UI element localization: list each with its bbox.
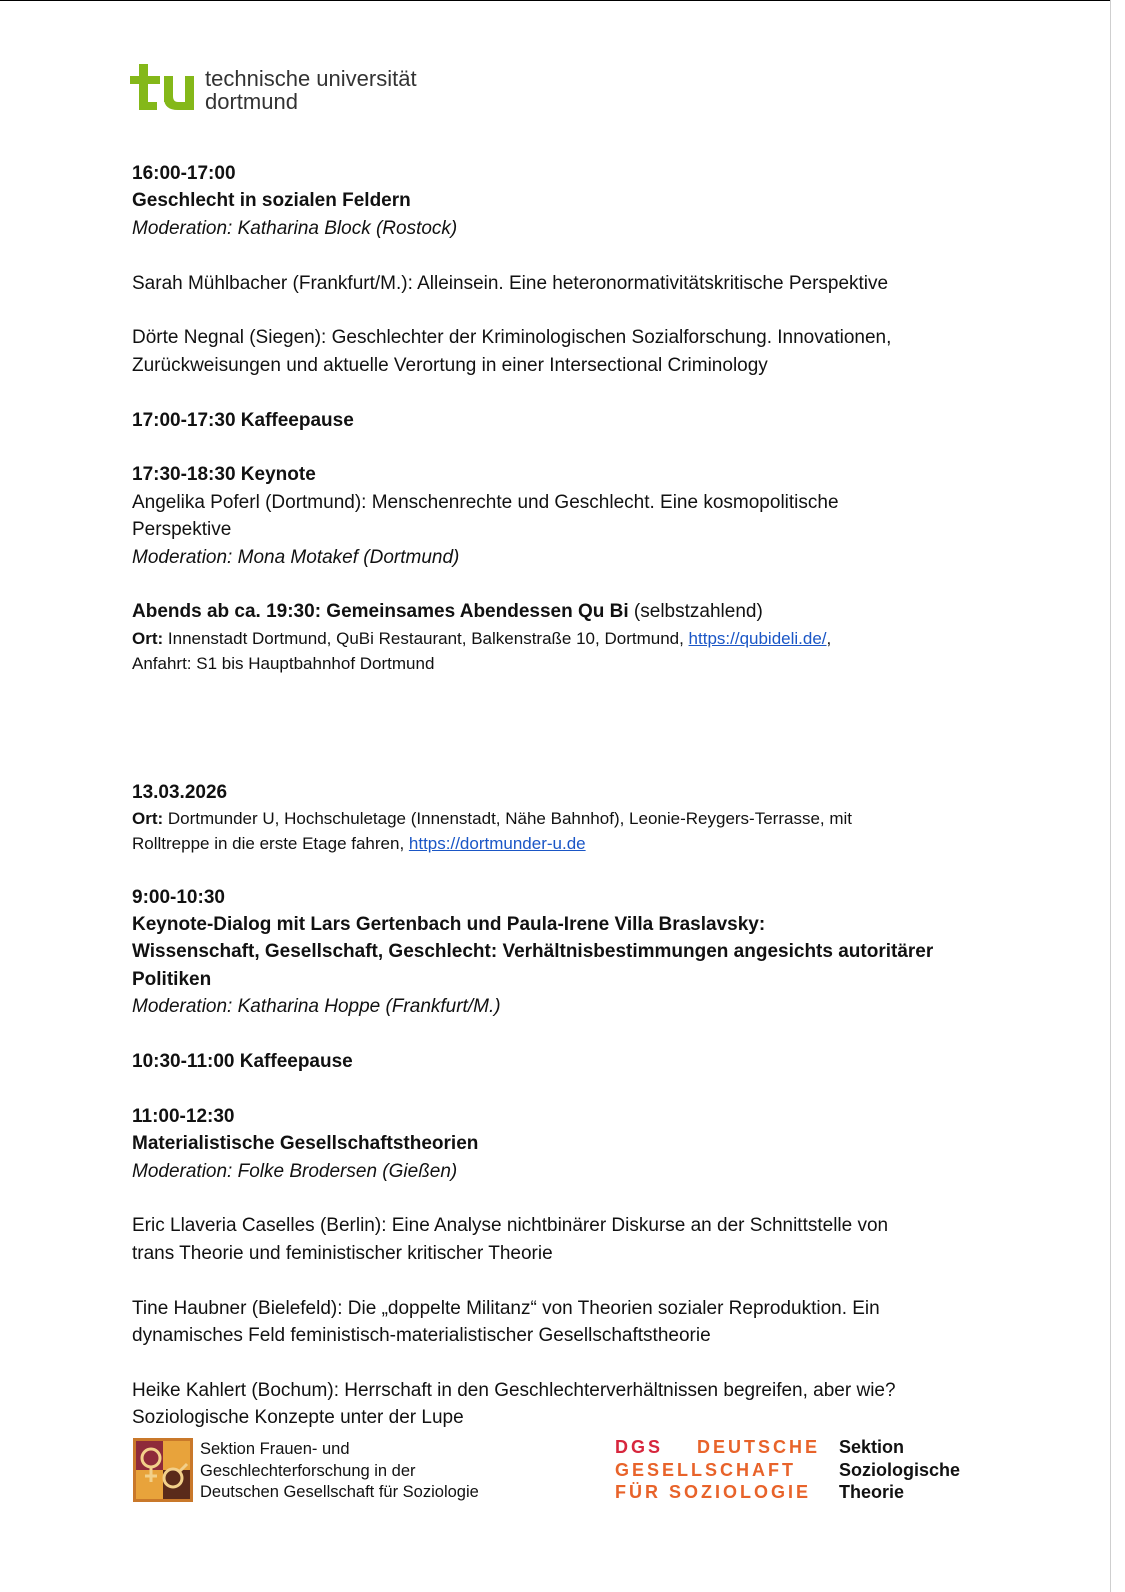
- university-name-line1: technische universität: [205, 66, 417, 91]
- university-name-line2: dortmund: [205, 89, 298, 114]
- dialog-title-line3: Politiken: [132, 968, 212, 990]
- keynote-moderation: Moderation: Mona Motakef (Dortmund): [132, 546, 460, 568]
- dinner-heading-line: [132, 598, 992, 625]
- dialog-title-line1: Keynote-Dialog mit Lars Gertenbach und Paula-Irene Villa Braslavsky:: [132, 914, 766, 936]
- qubi-link[interactable]: https://qubideli.de/: [688, 628, 827, 648]
- session2-talk2-line1: Tine Haubner (Bielefeld): Die „doppelte Militanz“ von Theorien sozialer Reproduktion. Ein: [132, 1297, 880, 1319]
- day2-date: 13.03.2026: [132, 781, 228, 803]
- keynote-talk-line1: Angelika Poferl (Dortmund): Menschenrechte und Geschlecht. Eine kosmopolitische: [132, 491, 839, 513]
- dinner-anfahrt: Anfahrt: S1 bis Hauptbahnhof Dortmund: [132, 653, 435, 673]
- session2-talk1-line2: trans Theorie und feministischer kritischer Theorie: [132, 1242, 553, 1264]
- dialog-moderation: Moderation: Katharina Hoppe (Frankfurt/M.): [132, 996, 501, 1018]
- dinner-ort-line: [132, 626, 992, 651]
- dgs-word-deutsche: DEUTSCHE: [697, 1437, 821, 1457]
- program-content: [132, 160, 992, 1432]
- sektion-line3: Theorie: [839, 1482, 905, 1502]
- day2-ort-line2: [132, 831, 992, 856]
- day2-ort-text2: Rolltreppe in die erste Etage fahren,: [132, 834, 409, 854]
- gender-section-name: [200, 1439, 479, 1504]
- day2-ort-label: Ort:: [132, 809, 164, 829]
- dortmunder-u-link[interactable]: https://dortmunder-u.de: [408, 834, 586, 854]
- page-right-border: [1110, 0, 1111, 1592]
- section-emblem-icon: [133, 1438, 193, 1502]
- tu-dortmund-logo: [130, 62, 417, 114]
- dgs-word-gesellschaft: GESELLSCHAFT: [615, 1459, 797, 1480]
- break2: 10:30-11:00 Kaffeepause: [132, 1051, 353, 1073]
- dinner-ort-comma: ,: [826, 628, 832, 648]
- session1-time: 16:00-17:00: [132, 163, 236, 184]
- dinner-note: (selbstzahlend): [628, 601, 763, 623]
- dinner-ort-label: Ort:: [132, 628, 164, 648]
- page-top-border: [0, 0, 1110, 1]
- university-name: [205, 67, 417, 113]
- session2-talk2-line2: dynamisches Feld feministisch-materialistischer Gesellschaftstheorie: [132, 1325, 711, 1347]
- session2-talk3-line1: Heike Kahlert (Bochum): Herrschaft in den Geschlechterverhältnissen begreifen, aber wie?: [132, 1379, 896, 1401]
- gender-section-line2: Geschlechterforschung in der: [200, 1461, 416, 1480]
- dialog-title-line2: Wissenschaft, Gesellschaft, Geschlecht: Verhältnisbestimmungen angesichts autoritärer: [132, 941, 934, 963]
- session1-talk1: Sarah Mühlbacher (Frankfurt/M.): Alleinsein. Eine heteronormativitätskritische Perspektive: [132, 272, 889, 294]
- gender-section-line1: Sektion Frauen- und: [200, 1440, 350, 1458]
- dinner-heading: Abends ab ca. 19:30: Gemeinsames Abendessen Qu Bi: [132, 601, 629, 623]
- session1-talk2-line2: Zurückweisungen und aktuelle Verortung in einer Intersectional Criminology: [132, 354, 768, 376]
- keynote-talk-line2: Perspektive: [132, 519, 232, 541]
- day2-ort-text1: Dortmunder U, Hochschuletage (Innenstadt, Nähe Bahnhof), Leonie-Reygers-Terrasse, mit: [163, 809, 853, 829]
- session2-title: Materialistische Gesellschaftstheorien: [132, 1133, 479, 1155]
- session2-talk3-line2: Soziologische Konzepte unter der Lupe: [132, 1407, 464, 1429]
- session1-talk2-line1: Dörte Negnal (Siegen): Geschlechter der Kriminologischen Sozialforschung. Innovationen,: [132, 327, 892, 349]
- dgs-abbr: DGS: [615, 1437, 664, 1457]
- day2-ort-line1: [132, 806, 992, 831]
- dialog-time: 9:00-10:30: [132, 886, 225, 908]
- session1-moderation: Moderation: Katharina Block (Rostock): [132, 217, 458, 239]
- tu-logo-mark: [130, 62, 194, 112]
- sektion-line1: Sektion: [839, 1437, 905, 1457]
- session2-moderation: Moderation: Folke Brodersen (Gießen): [132, 1160, 458, 1182]
- keynote-heading: 17:30-18:30 Keynote: [132, 464, 316, 486]
- gender-section-line3: Deutschen Gesellschaft für Soziologie: [200, 1483, 479, 1501]
- session2-time: 11:00-12:30: [132, 1105, 235, 1127]
- session2-talk1-line1: Eric Llaveria Caselles (Berlin): Eine Analyse nichtbinärer Diskurse an der Schnittstelle von: [132, 1215, 889, 1237]
- dgs-word-fuer-soziologie: FÜR SOZIOLOGIE: [615, 1482, 812, 1502]
- dinner-ort-text: Innenstadt Dortmund, QuBi Restaurant, Balkenstraße 10, Dortmund,: [163, 628, 689, 648]
- break1: 17:00-17:30 Kaffeepause: [132, 409, 354, 431]
- sektion-line2: Soziologische: [839, 1459, 961, 1480]
- session1-title: Geschlecht in sozialen Feldern: [132, 190, 411, 212]
